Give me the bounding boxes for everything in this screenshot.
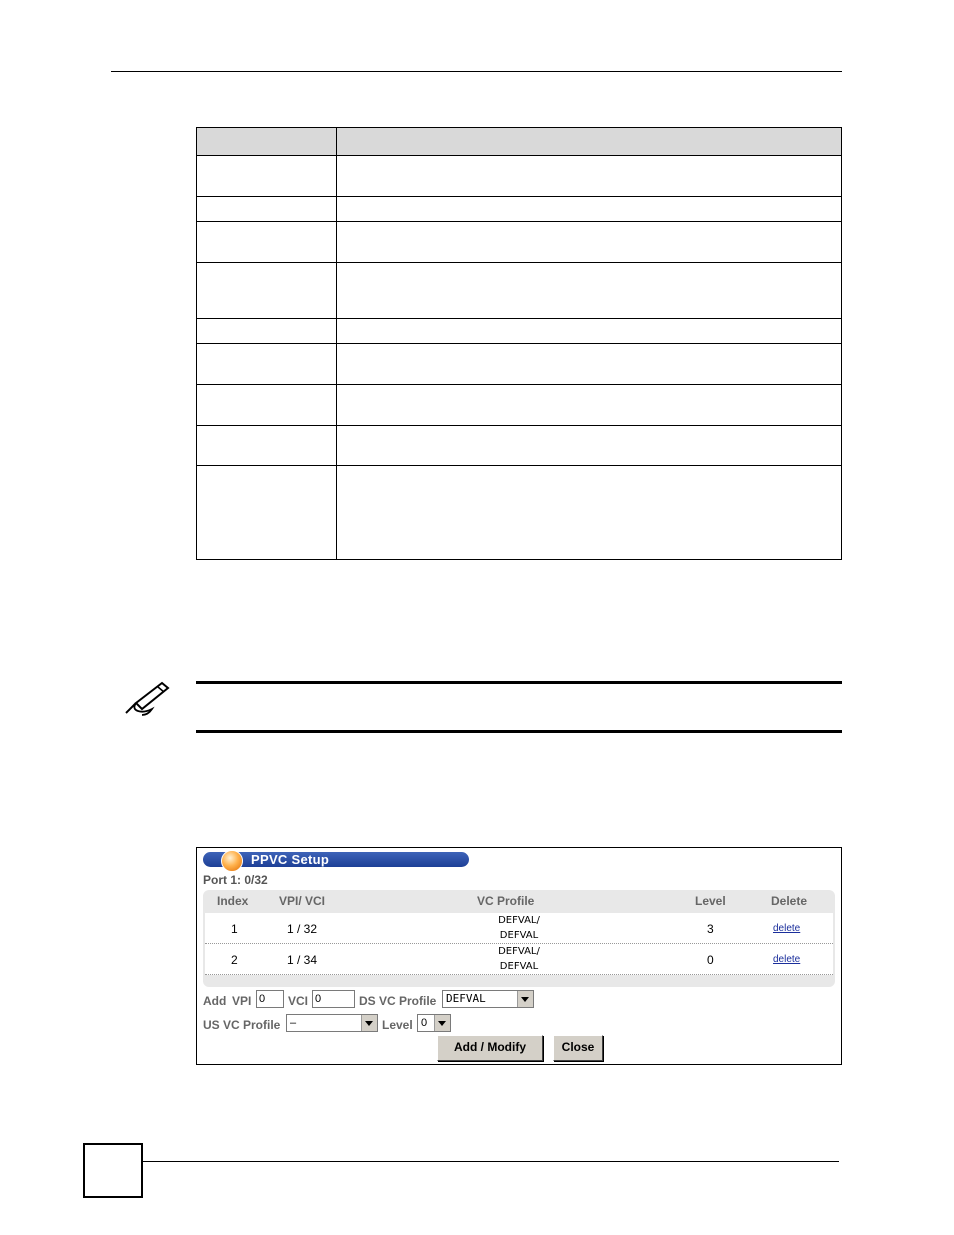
chevron-down-icon xyxy=(517,991,533,1007)
header-rule xyxy=(111,71,842,72)
vci-input[interactable] xyxy=(312,990,355,1008)
row-level: 0 xyxy=(707,953,714,967)
page-number-box xyxy=(83,1143,143,1198)
vpi-input[interactable] xyxy=(256,990,284,1008)
vpi-label: VPI xyxy=(232,994,252,1008)
table-row xyxy=(197,466,842,560)
column-header-level: Level xyxy=(695,894,726,908)
add-label: Add xyxy=(203,994,227,1008)
us-vc-profile-value: – xyxy=(290,1017,297,1029)
delete-link[interactable]: delete xyxy=(773,954,801,965)
screen-title: PPVC Setup xyxy=(251,852,330,867)
vci-label: VCI xyxy=(288,994,309,1008)
note-rule-top xyxy=(196,681,842,684)
ds-vc-profile-value: DEFVAL xyxy=(446,992,486,1005)
level-value: 0 xyxy=(421,1017,428,1029)
level-select[interactable] xyxy=(417,1014,451,1032)
table-row xyxy=(197,263,842,319)
note-rule-bottom xyxy=(196,730,842,733)
chevron-down-icon xyxy=(361,1015,377,1031)
row-index: 2 xyxy=(231,953,238,967)
table-row xyxy=(197,319,842,344)
orb-icon xyxy=(221,850,243,872)
level-label: Level xyxy=(382,1018,413,1032)
port-label: Port 1: 0/32 xyxy=(203,873,268,887)
table-header-row xyxy=(197,128,842,156)
row-index: 1 xyxy=(231,922,238,936)
us-vc-profile-label: US VC Profile xyxy=(203,1018,281,1032)
table-row xyxy=(205,944,833,975)
row-us-profile: DEFVAL xyxy=(499,930,539,941)
table-row xyxy=(197,385,842,426)
row-vpi-vci: 1 / 32 xyxy=(287,922,318,936)
table-row xyxy=(197,197,842,222)
table-row xyxy=(205,913,833,944)
column-header-index: Index xyxy=(217,894,249,908)
row-us-profile: DEFVAL xyxy=(499,961,539,972)
delete-link[interactable]: delete xyxy=(773,923,801,934)
chevron-down-icon xyxy=(434,1015,450,1031)
row-level: 3 xyxy=(707,922,714,936)
ppvc-setup-screenshot xyxy=(196,847,842,1065)
row-ds-profile: DEFVAL/ xyxy=(498,946,540,957)
title-bar xyxy=(203,852,469,867)
footer-rule xyxy=(141,1161,839,1162)
ds-vc-profile-label: DS VC Profile xyxy=(359,994,437,1008)
close-button[interactable]: Close xyxy=(553,1035,603,1061)
table-row xyxy=(197,222,842,263)
ppvc-table xyxy=(203,890,835,987)
table-row xyxy=(197,426,842,466)
row-vpi-vci: 1 / 34 xyxy=(287,953,318,967)
column-header-vc-profile: VC Profile xyxy=(477,894,535,908)
description-table xyxy=(196,127,842,560)
column-header-vpi-vci: VPI/ VCI xyxy=(279,894,326,908)
us-vc-profile-select[interactable] xyxy=(286,1014,378,1032)
note-pen-icon xyxy=(122,679,174,717)
column-header-delete: Delete xyxy=(771,894,808,908)
table-row xyxy=(197,156,842,197)
ds-vc-profile-select[interactable] xyxy=(442,990,534,1008)
add-modify-button[interactable]: Add / Modify xyxy=(437,1035,543,1061)
table-row xyxy=(197,344,842,385)
row-ds-profile: DEFVAL/ xyxy=(498,915,540,926)
